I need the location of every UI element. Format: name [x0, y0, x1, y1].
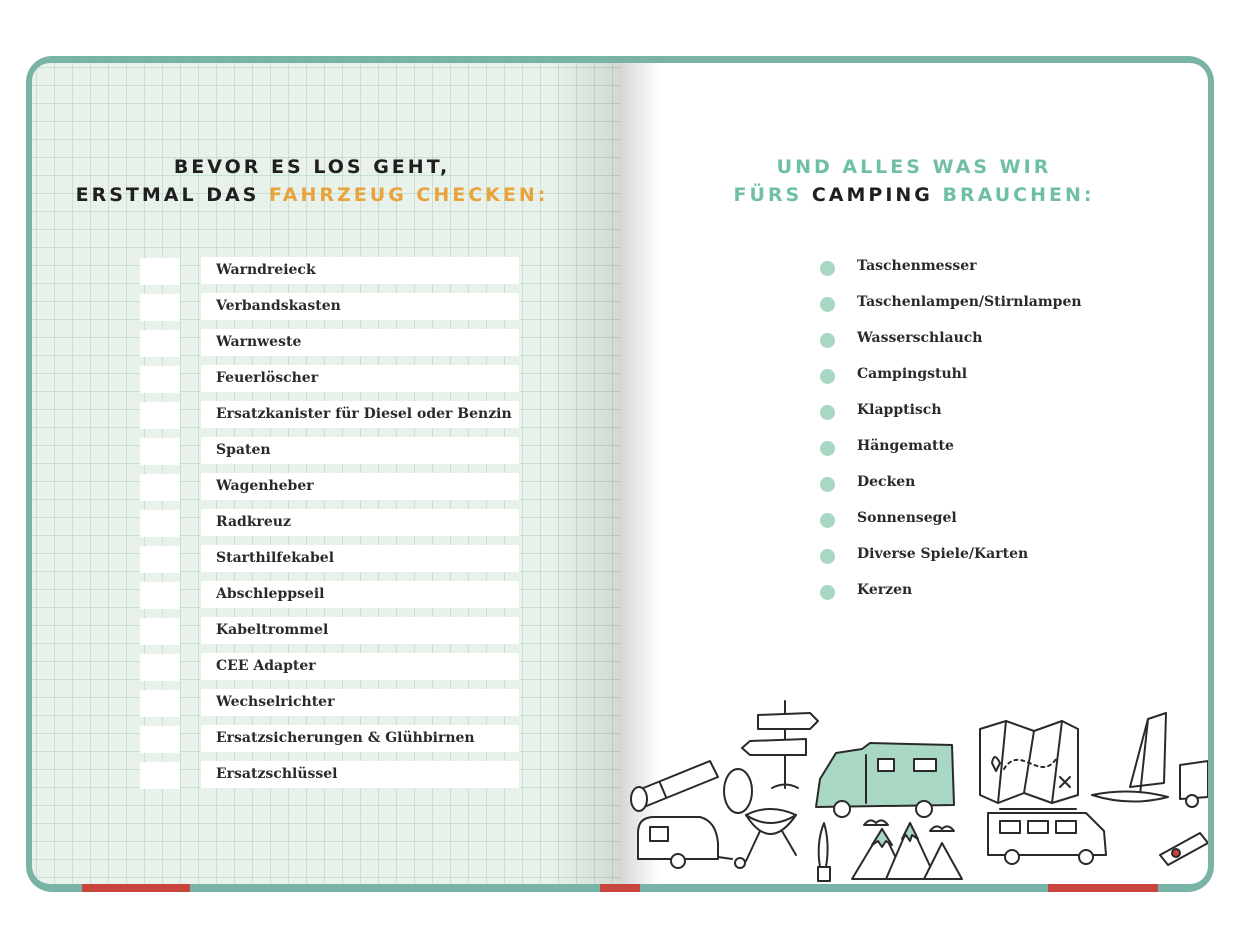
checkbox[interactable] [140, 402, 180, 429]
checklist-strip [201, 653, 519, 680]
checklist-label: Wechselrichter [216, 694, 335, 710]
cover-band [82, 884, 190, 892]
checklist-label: Ersatzkanister für Diesel oder Benzin [216, 406, 512, 422]
camping-item-label: Sonnensegel [857, 510, 957, 526]
bullet-icon [820, 405, 835, 420]
checklist-strip [201, 509, 519, 536]
camper-van-icon [816, 743, 954, 817]
bus-icon [988, 809, 1106, 864]
checklist-strip [201, 257, 519, 284]
checklist-label: Ersatzschlüssel [216, 766, 338, 782]
mountains-icon [852, 820, 962, 879]
right-heading-line1: UND ALLES WAS WIR [776, 156, 1052, 178]
pocketknife-icon [1160, 761, 1208, 865]
checklist-label: Radkreuz [216, 514, 291, 530]
checklist-label: Ersatzsicherungen & Glühbirnen [216, 730, 475, 746]
checklist-label: Kabeltrommel [216, 622, 329, 638]
camping-item-label: Wasserschlauch [857, 330, 983, 346]
left-heading [32, 153, 592, 209]
checklist-label: Verbandskasten [216, 298, 341, 314]
checklist-strip [201, 761, 519, 788]
checkbox[interactable] [140, 294, 180, 321]
checklist-strip [201, 545, 519, 572]
checkbox[interactable] [140, 546, 180, 573]
checkbox[interactable] [140, 330, 180, 357]
right-heading-suffix: BRAUCHEN: [932, 184, 1095, 206]
camping-item-label: Kerzen [857, 582, 913, 598]
checkbox[interactable] [140, 690, 180, 717]
checkbox[interactable] [140, 762, 180, 789]
bullet-icon [820, 333, 835, 348]
checklist-strip [201, 473, 519, 500]
checklist-label: Spaten [216, 442, 271, 458]
bullet-icon [820, 477, 835, 492]
checkbox[interactable] [140, 726, 180, 753]
checklist-label: Warndreieck [216, 262, 316, 278]
bullet-icon [820, 369, 835, 384]
right-heading [620, 153, 1208, 209]
right-heading-line2 [620, 181, 1208, 209]
signpost-icon [742, 701, 818, 788]
right-page [620, 63, 1208, 884]
checkbox[interactable] [140, 474, 180, 501]
bullet-icon [820, 261, 835, 276]
left-heading-accent: FAHRZEUG CHECKEN: [268, 184, 549, 206]
bullet-icon [820, 441, 835, 456]
cover-band [1048, 884, 1158, 892]
checklist-strip [201, 725, 519, 752]
camping-item-label: Klapptisch [857, 402, 942, 418]
checklist-strip [201, 689, 519, 716]
checklist-strip [201, 437, 519, 464]
checklist-label: Warnweste [216, 334, 302, 350]
cover-band [600, 884, 640, 892]
checklist-label: Wagenheber [216, 478, 314, 494]
checkbox[interactable] [140, 618, 180, 645]
checkbox[interactable] [140, 654, 180, 681]
camping-item-label: Diverse Spiele/Karten [857, 546, 1029, 562]
bullet-icon [820, 297, 835, 312]
checklist-strip [201, 365, 519, 392]
left-page [32, 63, 620, 884]
right-heading-prefix: FÜRS [733, 184, 812, 206]
caravan-icon [638, 817, 732, 868]
left-heading-prefix: ERSTMAL DAS [75, 184, 269, 206]
bullet-icon [820, 513, 835, 528]
left-heading-line2 [32, 181, 592, 209]
camping-item-label: Campingstuhl [857, 366, 968, 382]
map-icon [980, 721, 1078, 803]
checklist-label: Starthilfekabel [216, 550, 335, 566]
checklist-label: Feuerlöscher [216, 370, 319, 386]
checkbox[interactable] [140, 510, 180, 537]
checkbox[interactable] [140, 438, 180, 465]
checklist-label: CEE Adapter [216, 658, 316, 674]
camping-item-label: Taschenmesser [857, 258, 977, 274]
bullet-icon [820, 585, 835, 600]
bullet-icon [820, 549, 835, 564]
flashlight-icon [631, 761, 718, 811]
checkbox[interactable] [140, 582, 180, 609]
checklist-strip [201, 401, 519, 428]
windsurf-icon [1092, 713, 1168, 802]
camping-item-label: Decken [857, 474, 916, 490]
camping-item-label: Taschenlampen/Stirnlampen [857, 294, 1082, 310]
checklist-label: Abschleppseil [216, 586, 325, 602]
checklist-strip [201, 617, 519, 644]
left-heading-line1: BEVOR ES LOS GEHT, [173, 156, 451, 178]
knife-icon [818, 823, 830, 881]
checklist-strip [201, 329, 519, 356]
checkbox[interactable] [140, 258, 180, 285]
checklist-strip [201, 293, 519, 320]
checkbox[interactable] [140, 366, 180, 393]
checklist-strip [201, 581, 519, 608]
right-heading-accent: CAMPING [811, 184, 933, 206]
camping-item-label: Hängematte [857, 438, 954, 454]
camping-illustration [620, 683, 1208, 884]
